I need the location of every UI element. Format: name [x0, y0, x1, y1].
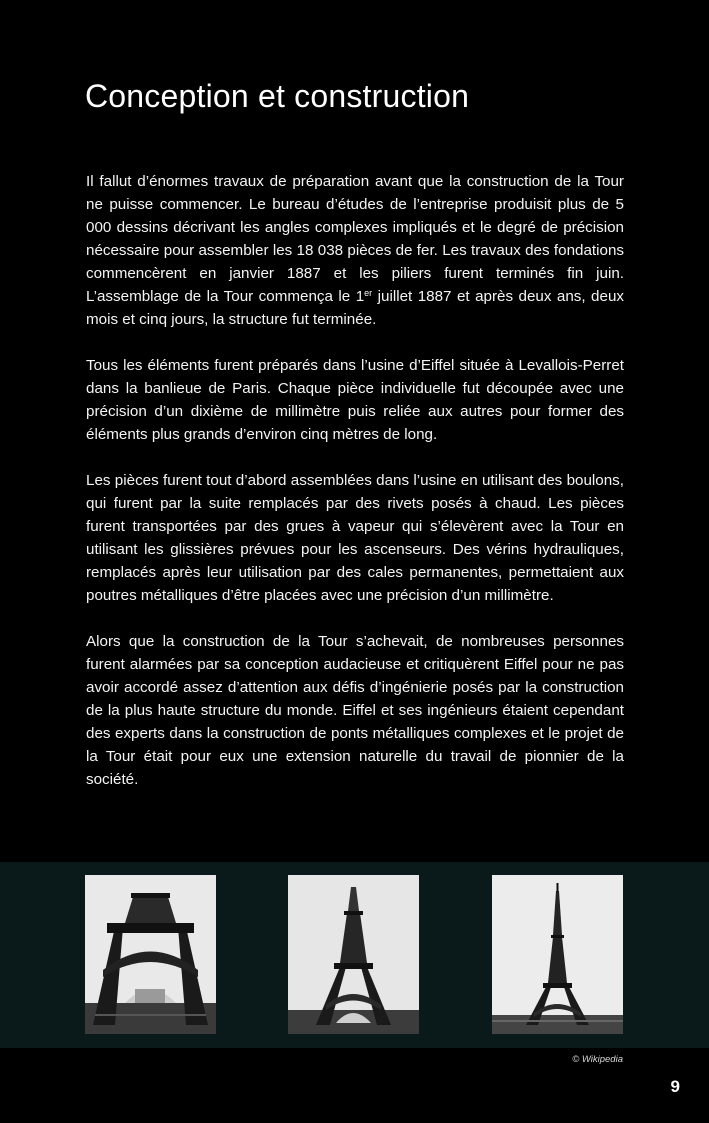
eiffel-tower-completed-photo	[492, 875, 623, 1034]
paragraph-1-end: juillet 1887 et après deux ans, deux mois et cinq jours, la structure fut terminée.	[86, 288, 624, 328]
page-number: 9	[670, 1077, 680, 1096]
paragraph-3: Les pièces furent tout d’abord assemblées dans l’usine en utilisant des boulons, qui furent par la suite remplacés par des rivets posés à chaud. Les pièces furent transportées par des grues à vapeur qui s’élevèrent avec la Tour en utilisant les glissières prévues pour les ascenseurs. Des vérins hydrauliques, remplacés après leur utilisation par des cales permanentes, permettaient aux poutres métalliques d’être placées avec une précision d’un millimètre.	[86, 472, 624, 604]
eiffel-tower-construction-stage-2-icon	[288, 875, 419, 1034]
eiffel-tower-construction-stage-1-photo	[85, 875, 216, 1034]
eiffel-tower-completed-icon	[492, 875, 623, 1034]
page-title: Conception et construction	[85, 78, 470, 114]
date-day: 1	[355, 288, 365, 305]
paragraph-4: Alors que la construction de la Tour s’achevait, de nombreuses personnes furent alarmées par sa conception audacieuse et critiquèrent Eiffel pour ne pas avoir accordé assez d’attention aux défis d’ingénierie posés par la construction de la plus haute structure du monde. Eiffel et ses ingénieurs étaient cependant des experts dans la construction de ponts métalliques complexes et le projet de la Tour était pour eux une extension naturelle du travail de pionnier de la société.	[86, 633, 624, 788]
paragraph-1	[86, 170, 624, 331]
date-ordinal-suffix: er	[364, 288, 373, 298]
photo-strip	[0, 862, 709, 1048]
image-credit: © Wikipedia	[572, 1054, 623, 1065]
article-body	[86, 170, 624, 814]
paragraph-1-text: Il fallut d’énormes travaux de préparation avant que la construction de la Tour ne puisse commencer. Le bureau d’études de l’entreprise produisit plus de 5 000 dessins décrivant les angles complexes impliqués et le degré de précision nécessaire pour assembler les 18 038 pièces de fer. Les travaux des fondations commencèrent en janvier 1887 et les piliers furent terminés fin juin. L’assemblage de la Tour commença le	[86, 173, 624, 305]
paragraph-2: Tous les éléments furent préparés dans l’usine d’Eiffel située à Levallois-Perret dans la banlieue de Paris. Chaque pièce individuelle fut découpée avec une précision d’un dixième de millimètre puis reliée aux autres pour former des éléments plus grands d’environ cinq mètres de long.	[86, 357, 624, 443]
eiffel-tower-construction-stage-1-icon	[85, 875, 216, 1034]
eiffel-tower-construction-stage-2-photo	[288, 875, 419, 1034]
